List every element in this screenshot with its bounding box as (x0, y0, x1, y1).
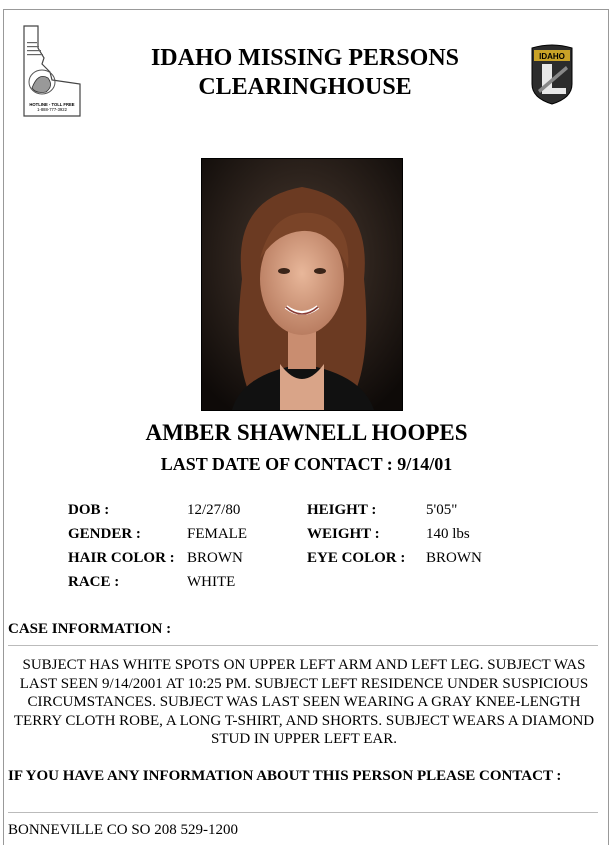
details-row (68, 502, 588, 526)
weight-label: WEIGHT : (307, 526, 380, 542)
logo-hotline-text: HOTLINE - TOLL FREE (29, 102, 75, 107)
divider (8, 645, 598, 646)
dob-label: DOB : (68, 502, 110, 518)
contact-agency: BONNEVILLE CO SO 208 529-1200 (8, 822, 238, 838)
height-value: 5'05" (426, 502, 458, 518)
title-line-1: IDAHO MISSING PERSONS (150, 45, 460, 71)
contact-heading: IF YOU HAVE ANY INFORMATION ABOUT THIS PERSON PLEASE CONTACT : (8, 768, 562, 784)
person-name: AMBER SHAWNELL HOOPES (145, 420, 468, 445)
race-label: RACE : (68, 574, 120, 590)
dob-value: 12/27/80 (187, 502, 241, 518)
badge-label: IDAHO (539, 52, 565, 61)
page-title (100, 44, 510, 102)
case-information-text: SUBJECT HAS WHITE SPOTS ON UPPER LEFT ARM AND LEFT LEG. SUBJECT WAS LAST SEEN 9/14/2001 AT 10:25 PM. SUBJECT LEFT RESIDENCE UNDER SUSPICIOUS CIRCUMSTANCES. SUBJECT WAS LAST SEEN WEARING A GRAY KNEE-LENGTH TERRY CLOTH ROBE, A LONG T-SHIRT, AND SHORTS. SUBJECT WEARS A DIAMOND STUD IN UPPER LEFT EAR. (13, 657, 595, 747)
gender-value: FEMALE (187, 526, 247, 542)
details-row (68, 526, 588, 550)
title-line-2: CLEARINGHOUSE (198, 74, 412, 100)
person-details (68, 502, 588, 598)
case-information-heading: CASE INFORMATION : (8, 621, 172, 637)
last-contact-date: 9/14/01 (397, 454, 453, 474)
photo-portrait (202, 159, 402, 410)
race-value: WHITE (187, 574, 236, 590)
last-contact (0, 454, 613, 475)
police-badge-logo (528, 44, 576, 106)
weight-value: 140 lbs (426, 526, 470, 542)
eye-color-label: EYE COLOR : (307, 550, 406, 566)
missing-person-photo (201, 158, 403, 411)
divider (8, 812, 598, 813)
logo-phone-text: 1-888-777-3922 (37, 107, 67, 112)
hair-color-value: BROWN (187, 550, 243, 566)
gender-label: GENDER : (68, 526, 141, 542)
eye-color-value: BROWN (426, 550, 482, 566)
height-label: HEIGHT : (307, 502, 377, 518)
idaho-state-logo (18, 24, 82, 118)
last-contact-label: LAST DATE OF CONTACT : (160, 454, 393, 474)
hair-color-label: HAIR COLOR : (68, 550, 175, 566)
details-row (68, 574, 588, 598)
details-row (68, 550, 588, 574)
